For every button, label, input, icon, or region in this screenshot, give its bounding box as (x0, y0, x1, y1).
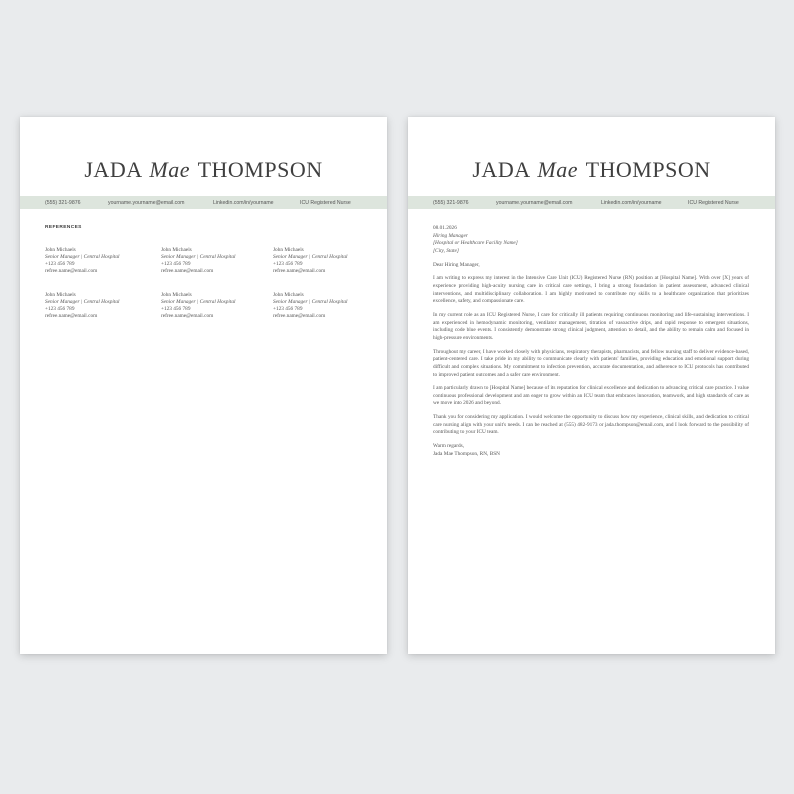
cover-letter-page (408, 117, 775, 654)
reference-email: refree.name@email.com (273, 268, 326, 274)
letter-name-heading (408, 157, 775, 183)
reference-entry (273, 292, 347, 320)
reference-name: John Michaels (161, 247, 192, 253)
reference-name: John Michaels (161, 292, 192, 298)
resume-middle-name: Mae (149, 157, 190, 182)
resume-email: yourname.yourname@email.com (108, 199, 185, 206)
letter-middle-name: Mae (537, 157, 578, 182)
resume-page (20, 117, 387, 654)
reference-title: Senior Manager | Central Hospital (273, 299, 348, 305)
reference-name: John Michaels (45, 292, 76, 298)
reference-email: refree.name@email.com (45, 313, 98, 319)
reference-email: refree.name@email.com (273, 313, 326, 319)
references-heading: REFERENCES (45, 225, 82, 230)
reference-entry (45, 247, 119, 275)
resume-linkedin: Linkedin.com/in/yourname (213, 199, 274, 206)
letter-first-name: JADA (472, 157, 530, 182)
reference-entry (273, 247, 347, 275)
resume-last-name: THOMPSON (197, 157, 323, 182)
letter-last-name: THOMPSON (585, 157, 711, 182)
resume-name-heading (20, 157, 387, 183)
reference-phone: +123 456 789 (273, 261, 303, 267)
resume-job-title: ICU Registered Nurse (300, 199, 351, 206)
letter-email: yourname.yourname@email.com (496, 199, 573, 206)
letter-recipient: Hiring Manager (433, 232, 468, 239)
letter-phone: (555) 321-9876 (433, 199, 469, 206)
letter-body (433, 225, 749, 458)
letter-paragraph: I am particularly drawn to [Hospital Name] because of its reputation for clinical excellence and dedication to advancing critical care practice. I value continuous professional development and am eager to grow within an ICU team that embraces innovation, teamwork, and high standards of care as we move into 2026 and beyond. (433, 385, 749, 407)
resume-phone: (555) 321-9876 (45, 199, 81, 206)
reference-title: Senior Manager | Central Hospital (45, 254, 120, 260)
letter-contact-bar (408, 196, 775, 209)
letter-signature: Jada Mae Thompson, RN, BSN (433, 450, 500, 457)
letter-date: 08.01.2026 (433, 225, 457, 231)
reference-name: John Michaels (45, 247, 76, 253)
reference-name: John Michaels (273, 247, 304, 253)
letter-salutation: Dear Hiring Manager, (433, 261, 480, 268)
letter-paragraph: I am writing to express my interest in the Intensive Care Unit (ICU) Registered Nurse (RN) position at [Hospital Name]. With over [X] years of experience providing high-acuity nursing care in critical care settings, I bring a strong foundation in patient assessment, advanced clinical interventions, and multidisciplinary collaboration. I am highly motivated to contribute my skills to a healthcare organization that prioritizes excellence, safety, and compassionate care. (433, 275, 749, 305)
letter-linkedin: Linkedin.com/in/yourname (601, 199, 662, 206)
reference-phone: +123 456 789 (45, 306, 75, 312)
letter-paragraph: Thank you for considering my application. I would welcome the opportunity to discuss how my experience, clinical skills, and dedication to critical care nursing align with your unit's needs. I can be reached at (555) 482-9173 or jada.thompson@email.com, and I look forward to the possibility of contributing to your ICU team. (433, 414, 749, 436)
letter-address-block (433, 225, 749, 256)
letter-location: [City, State] (433, 247, 459, 254)
resume-contact-bar (20, 196, 387, 209)
letter-organization: [Hospital or Healthcare Facility Name] (433, 240, 518, 247)
reference-phone: +123 456 789 (161, 306, 191, 312)
reference-phone: +123 456 789 (45, 261, 75, 267)
reference-title: Senior Manager | Central Hospital (273, 254, 348, 260)
reference-title: Senior Manager | Central Hospital (45, 299, 120, 305)
letter-job-title: ICU Registered Nurse (688, 199, 739, 206)
letter-paragraph: In my current role as an ICU Registered Nurse, I care for critically ill patients requiring continuous monitoring and life-sustaining interventions. I am experienced in hemodynamic monitoring, ventilator management, titration of vasoactive drips, and rapid response to emergent situations, including code blue events. I consistently demonstrate strong clinical judgment, attention to detail, and the ability to remain calm and focused in high-pressure environments. (433, 311, 749, 341)
reference-entry (45, 292, 119, 320)
letter-closing: Warm regards, (433, 443, 465, 450)
reference-phone: +123 456 789 (161, 261, 191, 267)
reference-title: Senior Manager | Central Hospital (161, 254, 236, 260)
reference-email: refree.name@email.com (45, 268, 98, 274)
reference-name: John Michaels (273, 292, 304, 298)
reference-email: refree.name@email.com (161, 313, 214, 319)
reference-phone: +123 456 789 (273, 306, 303, 312)
reference-entry (161, 247, 235, 275)
reference-title: Senior Manager | Central Hospital (161, 299, 236, 305)
reference-email: refree.name@email.com (161, 268, 214, 274)
reference-entry (161, 292, 235, 320)
resume-first-name: JADA (84, 157, 142, 182)
letter-paragraph: Throughout my career, I have worked closely with physicians, respiratory therapists, pharmacists, and fellow nursing staff to deliver evidence-based, patient-centered care. I take pride in my ability to communicate clearly with patients' families, providing education and emotional support during difficult and complex situations. My commitment to infection prevention, accurate documentation, and adherence to ICU protocols has contributed to improved patient outcomes and a safer care environment. (433, 348, 749, 378)
